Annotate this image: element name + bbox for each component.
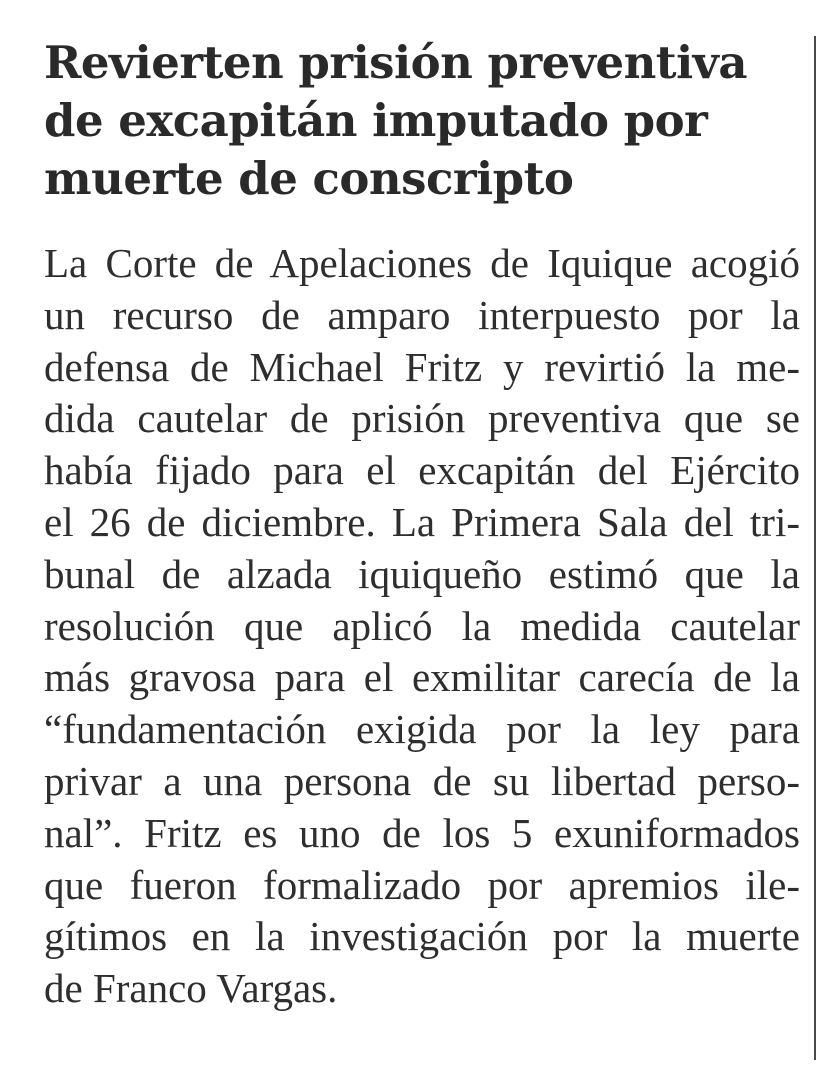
body-line-4: dida cautelar de prisión preventiva que se <box>44 395 800 442</box>
column-divider <box>814 36 816 1060</box>
body-line-10: “fundamentación exigida por la ley para <box>44 706 800 753</box>
headline-line-2: de excapitán imputado por <box>44 94 708 147</box>
article-headline <box>44 34 800 208</box>
body-line-1: La Corte de Apelaciones de Iquique acogió <box>44 240 800 286</box>
article-body <box>44 238 800 1015</box>
headline-line-1: Revierten prisión preventiva <box>44 36 747 89</box>
body-line-2: un recurso de amparo interpuesto por la <box>44 291 800 338</box>
body-line-12: nal”. Fritz es uno de los 5 exuniformados <box>44 809 800 856</box>
body-line-9: más gravosa para el exmilitar carecía de la <box>44 654 800 701</box>
body-line-14: gítimos en la investigación por la muerte <box>44 913 800 960</box>
body-line-11: privar a una persona de su libertad perso- <box>44 757 800 804</box>
body-line-3: defensa de Michael Fritz y revirtió la me- <box>44 343 800 390</box>
body-line-13: que fueron formalizado por apremios ile- <box>44 861 800 908</box>
headline-line-3: muerte de conscripto <box>44 152 574 205</box>
body-line-7: bunal de alzada iquiqueño estimó que la <box>44 550 800 597</box>
body-line-5: había fijado para el excapitán del Ejército <box>44 447 800 494</box>
body-line-8: resolución que aplicó la medida cautelar <box>44 602 800 649</box>
body-line-6: el 26 de diciembre. La Primera Sala del tri- <box>44 498 800 545</box>
news-article <box>44 34 800 1015</box>
body-line-15: de Franco Vargas. <box>44 965 338 1012</box>
